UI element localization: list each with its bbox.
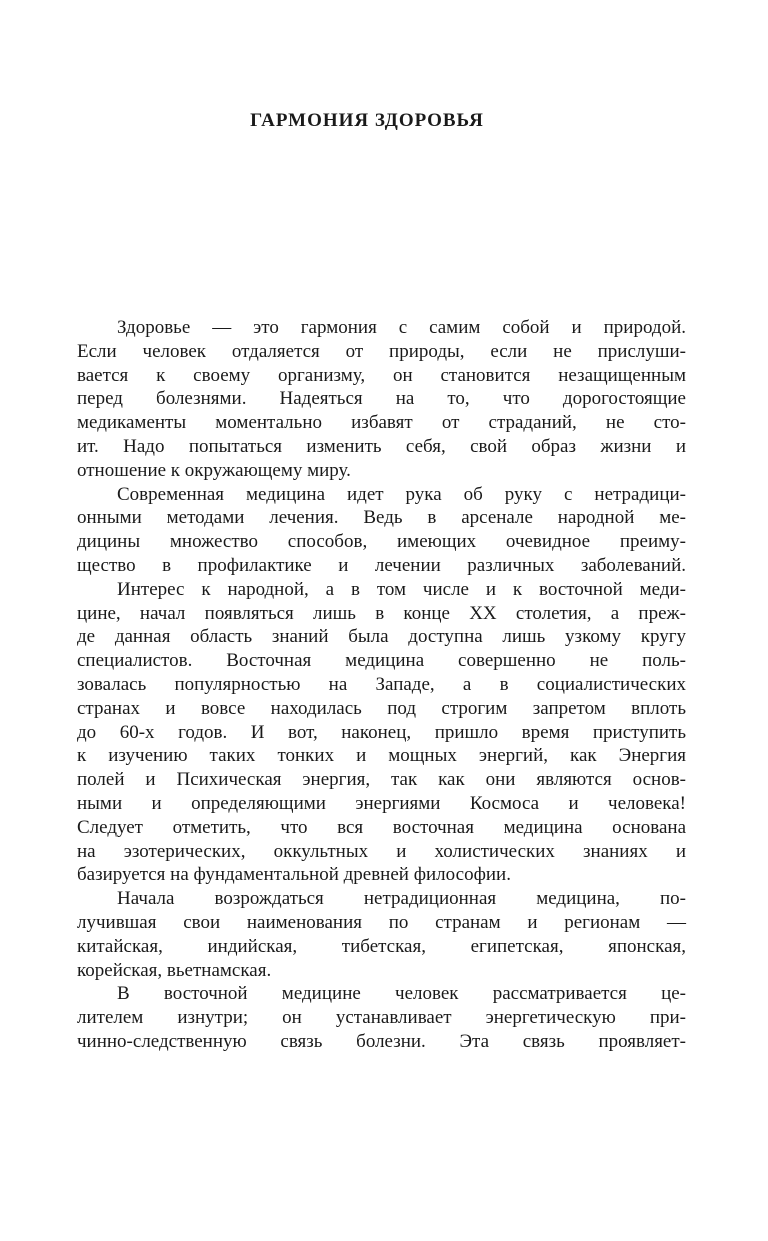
paragraph [77,316,686,483]
text-line: вается к своему организму, он становится незащищенным [77,364,686,386]
text-line: щество в профилактике и лечении различных заболеваний. [77,554,686,576]
text-line: В восточной медицине человек рассматривается це- [117,983,686,1005]
text-line: ит. Надо попытаться изменить себя, свой образ жизни и [77,435,686,457]
text-line: отношение к окружающему миру. [77,459,351,481]
text-line: к изучению таких тонких и мощных энергий, как Энергия [77,745,686,767]
text-line: странах и вовсе находилась под строгим запретом вплоть [77,697,686,719]
body-text [77,316,686,1054]
text-line: чинно-следственную связь болезни. Эта связь проявляет- [77,1030,686,1052]
text-line: лучившая свои наименования по странам и регионам — [77,911,686,933]
text-line: Начала возрождаться нетрадиционная медицина, по- [117,888,686,910]
text-line: де данная область знаний была доступна лишь узкому кругу [77,626,686,648]
paragraph [77,483,686,578]
text-line: до 60-х годов. И вот, наконец, пришло время приступить [77,721,686,743]
text-line: цине, начал появляться лишь в конце XX столетия, а преж- [77,602,686,624]
paragraph [77,982,686,1053]
text-line: корейская, вьетнамская. [77,959,272,981]
text-line: Здоровье — это гармония с самим собой и природой. [117,317,686,338]
text-line: дицины множество способов, имеющих очевидное преиму- [77,531,686,553]
text-line: китайская, индийская, тибетская, египетская, японская, [77,935,686,957]
text-line: специалистов. Восточная медицина совершенно не поль- [77,650,686,672]
text-line: лителем изнутри; он устанавливает энергетическую при- [77,1007,686,1029]
text-line: полей и Психическая энергия, так как они являются основ- [77,769,686,791]
text-line: Современная медицина идет рука об руку с нетрадици- [117,483,686,505]
text-line: зовалась популярностью на Западе, а в социалистических [77,673,686,695]
text-line: ными и определяющими энергиями Космоса и человека! [77,792,686,814]
text-line: Если человек отдаляется от природы, если не прислуши- [77,340,686,362]
text-line: онными методами лечения. Ведь в арсенале народной ме- [77,507,686,529]
chapter-title: ГАРМОНИЯ ЗДОРОВЬЯ [250,110,484,131]
text-line: перед болезнями. Надеяться на то, что дорогостоящие [77,388,686,410]
text-line: базируется на фундаментальной древней философии. [77,864,511,886]
text-line: Интерес к народной, а в том числе и к восточной меди- [117,578,686,600]
text-line: Следует отметить, что вся восточная медицина основана [77,816,686,838]
text-line: на эзотерических, оккультных и холистических знаниях и [77,840,686,862]
paragraph [77,578,686,887]
text-line: медикаменты моментально избавят от страданий, не сто- [77,412,686,434]
paragraph [77,887,686,982]
